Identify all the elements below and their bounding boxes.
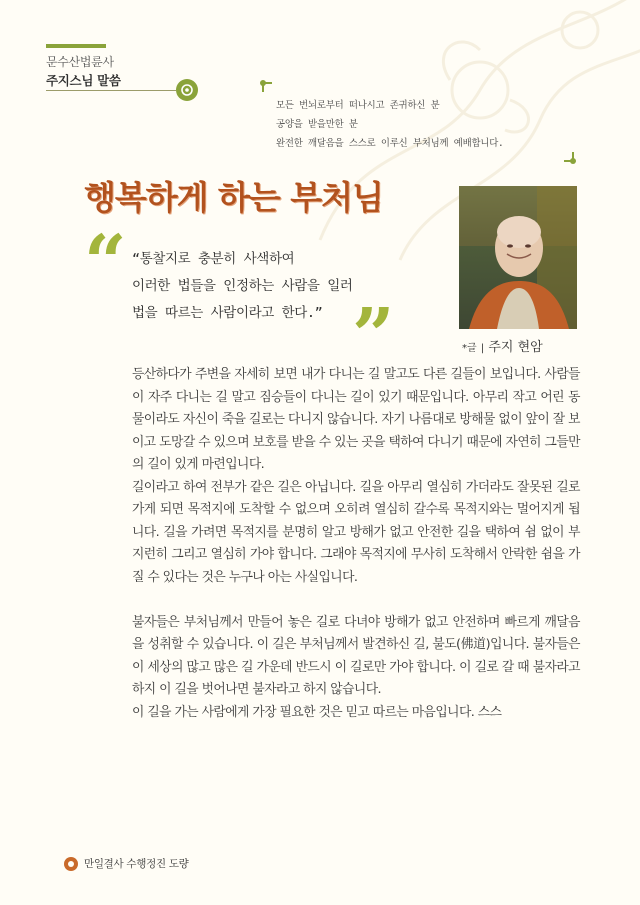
article-body	[132, 364, 580, 724]
author-name: 주지 현암	[488, 340, 543, 355]
temple-logo-icon	[64, 857, 78, 871]
article-title: 행복하게 하는 부처님	[84, 178, 383, 217]
homage-line: 모든 번뇌로부터 떠나시고 존귀하신 분	[276, 100, 440, 111]
footer-text: 만일결사 수행정진 도량	[84, 858, 189, 870]
dharma-emblem-icon	[176, 79, 198, 101]
body-paragraph: 불자들은 부처님께서 만들어 놓은 길로 다녀야 방해가 없고 안전하며 빠르게 깨달음을 성취할 수 있습니다. 이 길은 부처님께서 발견하신 길, 불도(佛道)입니다. 불자들은 이 세상의 많고 많은 길 가운데 반드시 이 길로만 가야 합니다. 이 길로 갈 때 불자라고 하지 이 길을 벗어나면 불자라고 하지 않습니다.	[132, 614, 580, 697]
homage-box	[262, 82, 574, 162]
author-portrait	[459, 186, 577, 329]
caption-prefix: *글	[462, 343, 477, 354]
homage-text	[276, 96, 504, 153]
header	[46, 44, 121, 89]
homage-line: 완전한 깨달음을 스스로 이루신 부처님께 예배합니다.	[276, 138, 504, 149]
pull-quote-line: 법을 따르는 사람이라고 한다.”	[132, 305, 323, 321]
pull-quote	[132, 246, 353, 327]
body-paragraph: 길이라고 하여 전부가 같은 길은 아닙니다. 길을 아무리 열심히 가더라도 잘못된 길로 가게 되면 목적지에 도착할 수 없으며 오히려 열심히 갈수록 목적지와는 멀어지게 됩니다. 길을 가려면 목적지를 분명히 알고 방해가 없고 안전한 길을 택하여 쉼 없이 부지런히 그리고 열심히 가야 합니다. 그래야 목적지에 무사히 도착해서 안락한 쉼을 가질 수 있다는 것은 누구나 아는 사실입니다.	[132, 479, 580, 585]
close-quote-mark-icon: ”	[352, 293, 395, 379]
body-paragraph: 이 길을 가는 사람에게 가장 필요한 것은 믿고 따르는 마음입니다. 스스	[132, 704, 502, 720]
header-accent-bar	[46, 44, 106, 48]
pull-quote-line: “통찰지로 충분히 사색하여	[132, 251, 295, 267]
body-paragraph: 등산하다가 주변을 자세히 보면 내가 다니는 길 말고도 다른 길들이 보입니다. 사람들이 자주 다니는 길 말고 짐승들이 다니는 길이 있기 때문입니다. 아무리 작고 어린 동물이라도 자신이 죽을 길로는 다니지 않습니다. 자기 나름대로 방해물 없이 앞이 잘 보이고 도망갈 수 있으며 보호를 받을 수 있는 곳을 택하여 다니기 때문에 자연히 그들만의 길이 있게 마련입니다.	[132, 367, 580, 472]
author-caption	[462, 336, 543, 355]
header-divider	[46, 90, 176, 91]
page-footer	[64, 856, 189, 871]
temple-name: 문수산법륜사	[46, 55, 114, 69]
section-title: 주지스님 말씀	[46, 73, 121, 88]
homage-line: 공양을 받을만한 분	[276, 119, 358, 130]
caption-separator: |	[480, 343, 485, 354]
open-quote-mark-icon: “	[84, 220, 127, 306]
paragraph-gap	[132, 589, 580, 612]
pull-quote-line: 이러한 법들을 인정하는 사람을 일러	[132, 278, 353, 294]
